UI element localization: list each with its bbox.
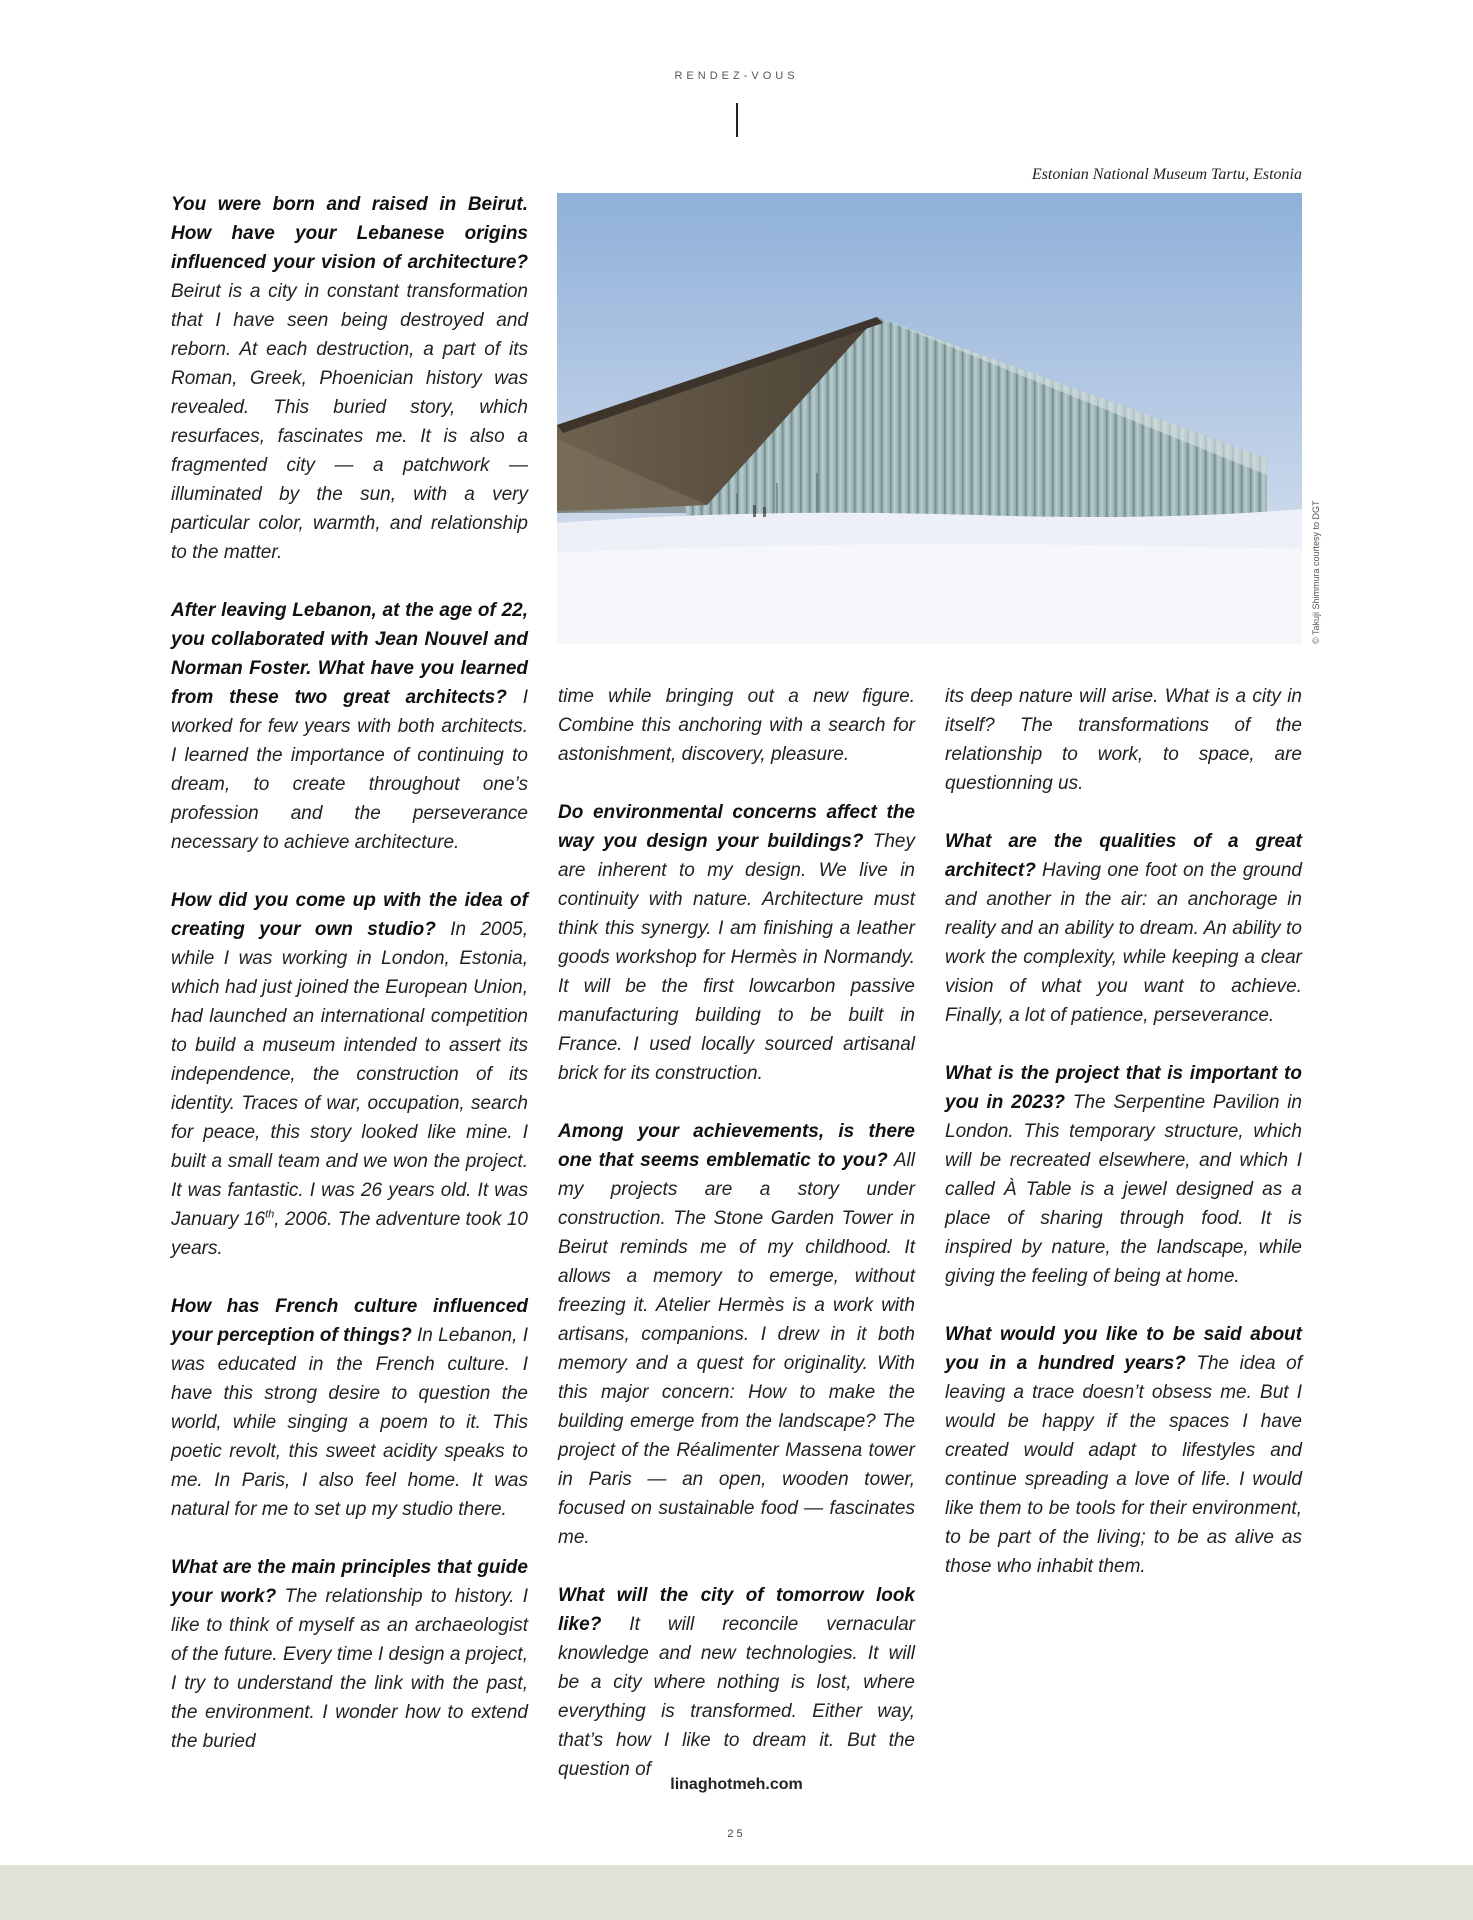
qa-1 [171,190,528,567]
qa-2 [171,596,528,857]
question: You were born and raised in Beirut. How have your Lebanese origins influenced your vision of architecture? [171,194,528,273]
museum-photo [557,193,1302,644]
answer-continued: its deep nature will arise. What is a city in itself? The transformations of the relationship to work, to space, are questionning us. [945,686,1302,794]
qa-8 [558,1581,915,1784]
column-2 [558,682,915,1813]
column-3 [945,682,1302,1610]
qa-3 [171,886,528,1263]
answer: They are inherent to my design. We live in continuity with nature. Architecture must think this synergy. I am finishing a leather goods workshop for Hermès in Normandy. It will be the first lowcarbon passive manufacturing building to be built in France. I used locally sourced artisanal brick for its construction. [558,831,915,1084]
page-number: 25 [727,1828,746,1840]
footer-band [0,1865,1473,1920]
qa-7 [558,1117,915,1552]
answer: The relationship to history. I like to think of myself as an archaeologist of the future. Every time I design a project, I try to understand the link with the past, the environment. I wonder how to extend the buried [171,1586,528,1752]
qa-8-continued [945,682,1302,798]
qa-6 [558,798,915,1088]
answer-end: , 2006. The adventure took 10 years. [171,1209,528,1259]
answer: It will reconcile vernacular knowledge and new technologies. It will be a city where nothing is lost, where everything is transformed. Either way, that’s how I like to dream it. But the question of [558,1614,915,1780]
qa-5 [171,1553,528,1756]
question: Do environmental concerns affect the way you design your buildings? [558,802,915,852]
question: After leaving Lebanon, at the age of 22, you collaborated with Jean Nouvel and Norman Foster. What have you learned from these two great architects? [171,600,528,708]
qa-11 [945,1320,1302,1581]
question: What is the project that is important to you in 2023? [945,1063,1302,1113]
answer: The Serpentine Pavilion in London. This temporary structure, which will be recreated elsewhere, and which I called À Table is a jewel designed as a place of sharing through food. It is inspired by nature, the landscape, while giving the feeling of being at home. [945,1092,1302,1287]
answer: The idea of leaving a trace doesn’t obsess me. But I would be happy if the spaces I have created would adapt to lifestyles and continue spreading a love of life. I would like them to be tools for their environment, to be part of the living; to be as alive as those who inhabit them. [945,1353,1303,1577]
answer: In Lebanon, I was educated in the French culture. I have this strong desire to question the world, while singing a poem to it. This poetic revolt, this sweet acidity speaks to me. In Paris, I also feel home. It was natural for me to set up my studio there. [171,1325,528,1520]
question: What are the main principles that guide your work? [171,1557,528,1607]
qa-5-continued [558,682,915,769]
section-divider [736,103,738,137]
answer: Beirut is a city in constant transformation that I have seen being destroyed and reborn. At each destruction, a part of its Roman, Greek, Phoenician history was revealed. This buried story, which resurfaces, fascinates me. It is also a fragmented city — a patchwork — illuminated by the sun, with a very particular color, warmth, and relationship to the matter. [171,281,528,563]
answer: I worked for few years with both architects. I learned the importance of continuing to dream, to create throughout one’s profession and the perseverance necessary to achieve architecture. [171,687,528,853]
section-label: RENDEZ-VOUS [674,70,799,82]
website-link[interactable]: linaghotmeh.com [670,1776,803,1793]
question: How did you come up with the idea of creating your own studio? [171,890,528,940]
question: How has French culture influenced your perception of things? [171,1296,528,1346]
ordinal-suffix: th [265,1208,275,1221]
question: Among your achievements, is there one that seems emblematic to you? [558,1121,915,1171]
question: What would you like to be said about you in a hundred years? [945,1324,1302,1374]
answer: In 2005, while I was working in London, Estonia, which had just joined the European Union, had launched an international competition to build a museum intended to assert its independence, the construction of its identity. Traces of war, occupation, search for peace, this story looked like mine. I built a small team and we won the project. It was fantastic. I was 26 years old. It was January 16 [171,919,528,1230]
photo-credit: © Takuji Shimmura courtesy to DGT [1311,500,1321,644]
qa-9 [945,827,1302,1030]
answer: Having one foot on the ground and another in the air: an anchorage in reality and an ability to dream. An ability to work the complexity, while keeping a clear vision of what you want to achieve. Finally, a lot of patience, perseverance. [945,860,1302,1026]
question: What are the qualities of a great architect? [945,831,1302,881]
qa-10 [945,1059,1302,1291]
column-1 [171,190,528,1785]
answer: All my projects are a story under construction. The Stone Garden Tower in Beirut reminds me of my childhood. It allows a memory to emerge, without freezing it. Atelier Hermès is a work with artisans, companions. I drew in it both memory and a quest for originality. With this major concern: How to make the building emerge from the landscape? The project of the Réalimenter Massena tower in Paris — an open, wooden tower, focused on sustainable food — fascinates me. [558,1150,915,1548]
answer-continued: time while bringing out a new figure. Combine this anchoring with a search for astonishment, discovery, pleasure. [558,686,915,765]
question: What will the city of tomorrow look like? [558,1585,915,1635]
qa-4 [171,1292,528,1524]
photo-caption: Estonian National Museum Tartu, Estonia [1031,166,1302,183]
